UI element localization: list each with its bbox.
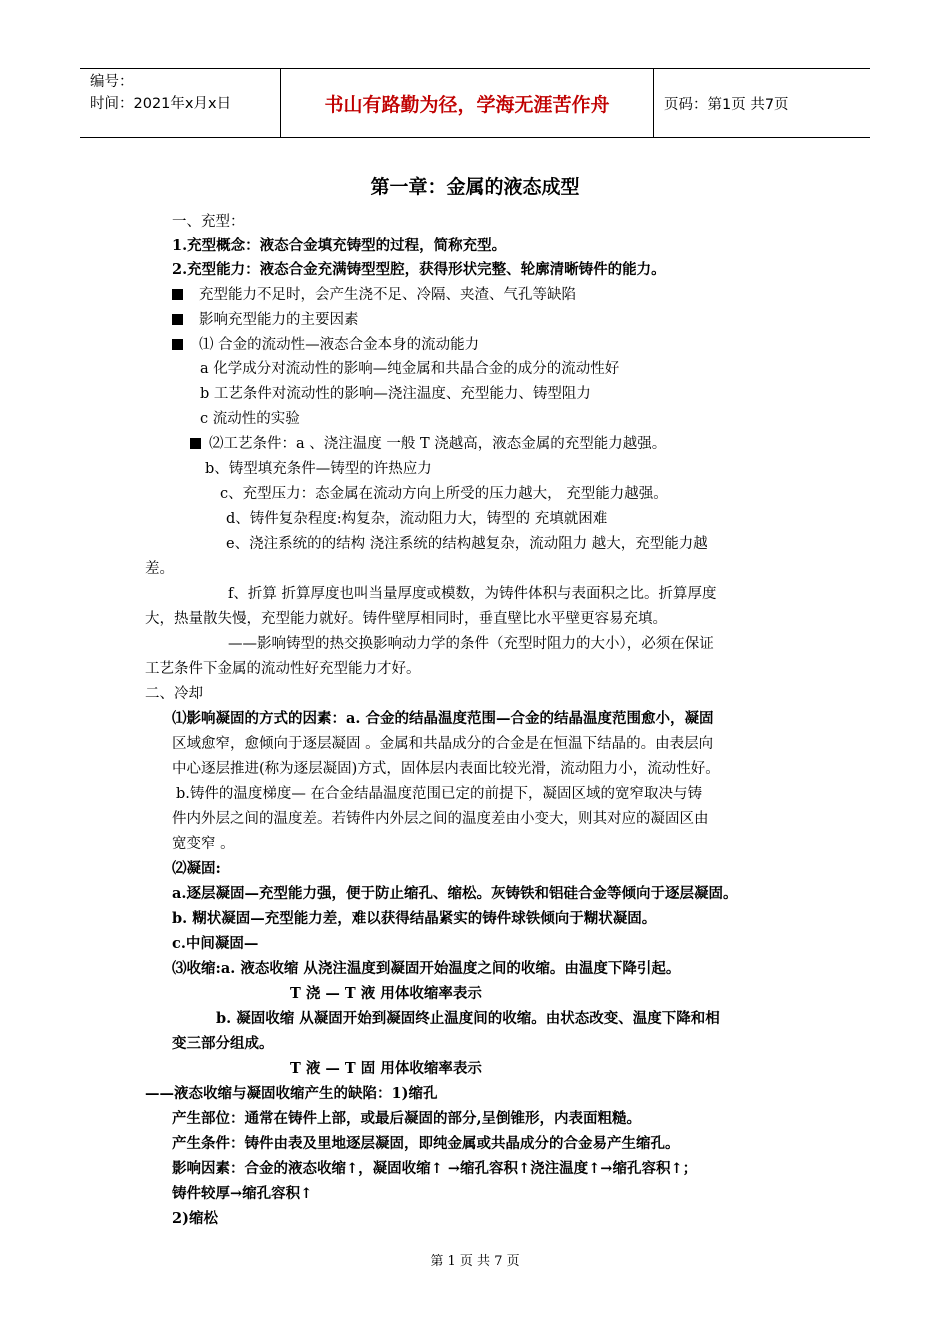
paragraph-line: b 工艺条件对流动性的影响—浇注温度、充型能力、铸型阻力 [200,386,591,402]
motto: 书山有路勤为径，学海无涯苦作舟 [324,93,610,116]
paragraph-line: b、铸型填充条件—铸型的许热应力 [205,461,432,477]
number-label: 编号： [90,74,134,90]
bullet-item: ⑴ 合金的流动性—液态合金本身的流动能力 [172,333,479,357]
paragraph-line: 产生部位：通常在铸件上部，或最后凝固的部分,呈倒锥形，内表面粗糙。 [172,1110,642,1127]
paragraph-line: a.逐层凝固—充型能力强，便于防止缩孔、缩松。灰铸铁和铝硅合金等倾向于逐层凝固。 [172,885,738,902]
paragraph-line: T 浇 — T 液 用体收缩率表示 [290,985,482,1002]
header-page-code-cell [654,69,870,137]
section-heading: 二、冷却 [145,686,203,702]
header-table [80,68,870,138]
square-bullet-icon [172,339,183,350]
paragraph-line: 变三部分组成。 [172,1035,274,1052]
paragraph-line: 产生条件：铸件由表及里地逐层凝固，即纯金属或共晶成分的合金易产生缩孔。 [172,1135,680,1152]
paragraph-line: ⑶收缩:a. 液态收缩 从浇注温度到凝固开始温度之间的收缩。由温度下降引起。 [172,960,681,977]
paragraph-line: ⑴影响凝固的方式的因素：a. 合金的结晶温度范围—合金的结晶温度范围愈小，凝固 [172,710,714,727]
paragraph-line: a 化学成分对流动性的影响—纯金属和共晶合金的成分的流动性好 [200,361,620,377]
paragraph-line: c.中间凝固— [172,935,259,952]
square-bullet-icon [172,289,183,300]
square-bullet-icon [172,314,183,325]
paragraph-line: 影响因素：合金的液态收缩↑，凝固收缩↑ →缩孔容积↑浇注温度↑→缩孔容积↑； [172,1160,698,1177]
paragraph-line: ——影响铸型的热交换影响动力学的条件（充型时阻力的大小），必须在保证 [228,636,714,652]
paragraph-line: 大，热量散失慢，充型能力就好。铸件壁厚相同时，垂直壁比水平壁更容易充填。 [145,611,667,627]
bullet-item: 充型能力不足时，会产生浇不足、冷隔、夹渣、气孔等缺陷 [172,283,576,307]
paragraph-line: f、折算 折算厚度也叫当量厚度或模数，为铸件体积与表面积之比。折算厚度 [228,586,717,602]
chapter-title: 第一章：金属的液态成型 [370,176,580,198]
square-bullet-icon [190,438,201,449]
paragraph-line: T 液 — T 固 用体收缩率表示 [290,1060,482,1077]
paragraph-line: 宽变窄 。 [172,836,235,852]
paragraph-line: 1.充型概念：液态合金填充铸型的过程，简称充型。 [172,237,507,254]
section-heading: 一、充型： [172,214,245,230]
page-footer: 第 1 页 共 7 页 [430,1254,520,1269]
header-meta [80,69,280,137]
paragraph-line: 铸件较厚→缩孔容积↑ [172,1185,313,1202]
paragraph-line: b.铸件的温度梯度— 在合金结晶温度范围已定的前提下，凝固区域的宽窄取决与铸 [176,786,702,802]
paragraph-line: d、铸件复杂程度:构复杂，流动阻力大，铸型的 充填就困难 [226,511,608,527]
paragraph-line: b. 凝固收缩 从凝固开始到凝固终止温度间的收缩。由状态改变、温度下降和相 [216,1010,720,1027]
paragraph-line: e、浇注系统的的结构 浇注系统的结构越复杂，流动阻力 越大，充型能力越 [226,536,708,552]
paragraph-line: ⑵凝固: [172,860,221,877]
paragraph-line: 工艺条件下金属的流动性好充型能力才好。 [145,661,421,677]
paragraph-line: 差。 [145,561,174,577]
paragraph-line: 件内外层之间的温度差。若铸件内外层之间的温度差由小变大，则其对应的凝固区由 [172,811,709,827]
header-motto-cell [280,69,654,137]
paragraph-line: 中心逐层推进(称为逐层凝固)方式，固体层内表面比较光滑，流动阻力小，流动性好。 [172,761,720,777]
bullet-item: ⑵工艺条件：a 、浇注温度 一般 T 浇越高，液态金属的充型能力越强。 [190,432,666,456]
paragraph-line: c、充型压力：态金属在流动方向上所受的压力越大， 充型能力越强。 [220,486,668,502]
paragraph-line: 区域愈窄，愈倾向于逐层凝固 。金属和共晶成分的合金是在恒温下结晶的。由表层向 [172,736,714,752]
time-label: 时间：2021年x月x日 [90,96,232,112]
page-code: 页码：第1页 共7页 [664,96,789,113]
paragraph-line: b. 糊状凝固—充型能力差，难以获得结晶紧实的铸件球铁倾向于糊状凝固。 [172,910,657,927]
paragraph-line: c 流动性的实验 [200,411,300,427]
paragraph-line: ——液态收缩与凝固收缩产生的缺陷：1)缩孔 [145,1085,438,1102]
paragraph-line: 2.充型能力：液态合金充满铸型型腔，获得形状完整、轮廓清晰铸件的能力。 [172,261,666,278]
bullet-item: 影响充型能力的主要因素 [172,308,359,332]
paragraph-line: 2)缩松 [172,1210,218,1227]
